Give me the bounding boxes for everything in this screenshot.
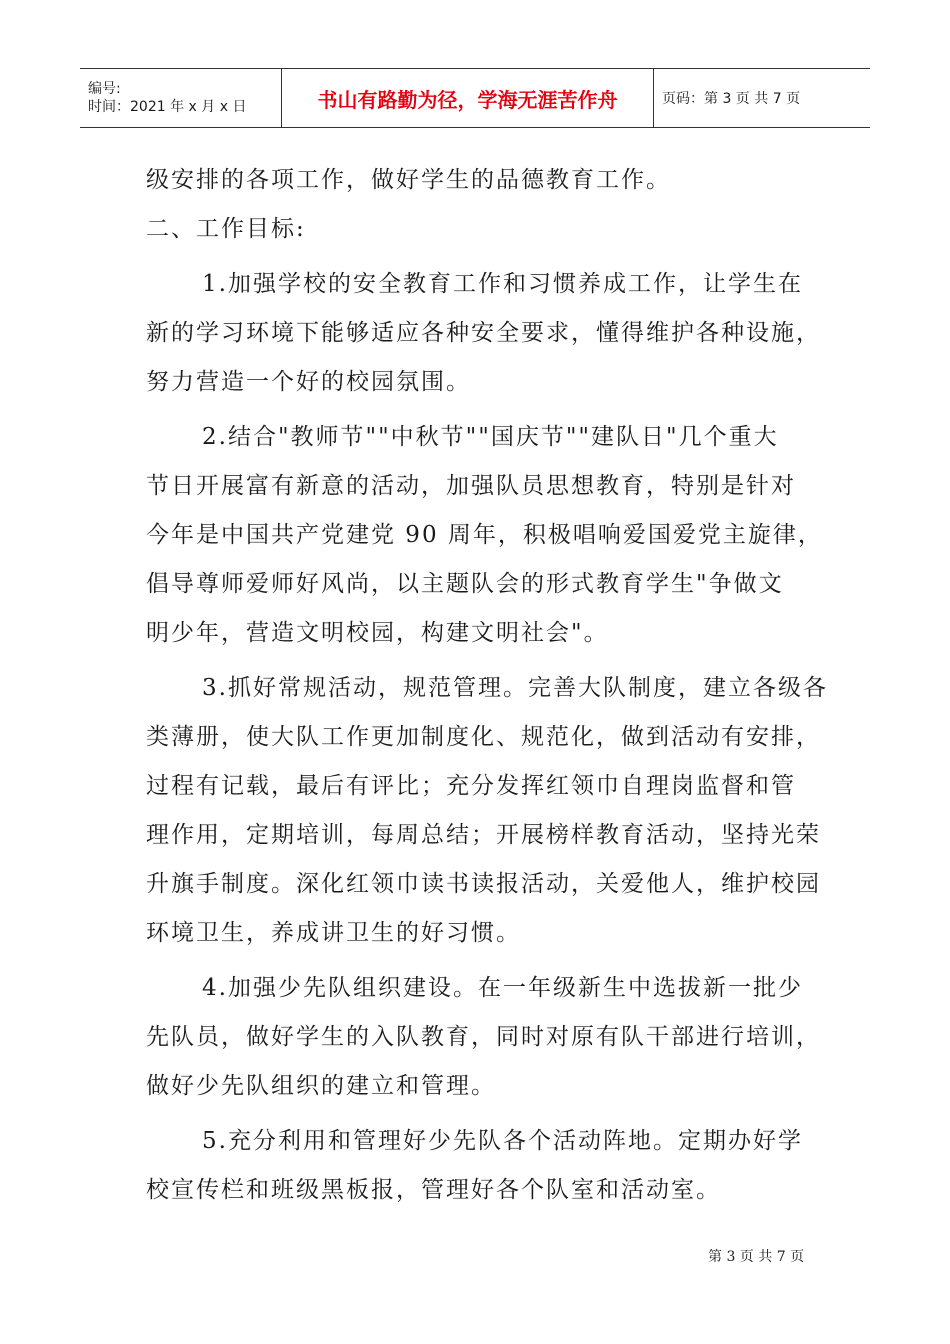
paragraph-2-line: 倡导尊师爱师好风尚，以主题队会的形式教育学生"争做文: [146, 571, 784, 597]
paragraph-3-line: 环境卫生，养成讲卫生的好习惯。: [146, 920, 521, 946]
body-line: 级安排的各项工作，做好学生的品德教育工作。: [146, 167, 671, 193]
paragraph-5-line: 5.充分利用和管理好少先队各个活动阵地。定期办好学: [202, 1128, 803, 1154]
paragraph-3-line: 理作用，定期培训，每周总结；开展榜样教育活动，坚持光荣: [146, 822, 821, 848]
header-motto: [282, 69, 654, 127]
time-label: 时间：2021 年 x 月 x 日: [88, 99, 247, 115]
paragraph-3-line: 3.抓好常规活动，规范管理。完善大队制度，建立各级各: [202, 675, 828, 701]
page-label: 页码：第 3 页 共 7 页: [662, 91, 801, 107]
paragraph-3-line: 过程有记载，最后有评比；充分发挥红领巾自理岗监督和管: [146, 773, 796, 799]
footer-page-number: 第 3 页 共 7 页: [708, 1249, 805, 1265]
paragraph-4-line: 做好少先队组织的建立和管理。: [146, 1073, 496, 1099]
section-heading: 二、工作目标:: [146, 216, 306, 242]
document-body: [146, 156, 828, 1215]
paragraph-1-line: 努力营造一个好的校园氛围。: [146, 369, 471, 395]
paragraph-3-line: 类薄册，使大队工作更加制度化、规范化，做到活动有安排，: [146, 724, 821, 750]
page-header: [80, 68, 870, 128]
paragraph-2-line: 明少年，营造文明校园，构建文明社会"。: [146, 620, 609, 646]
paragraph-3-line: 升旗手制度。深化红领巾读书读报活动，关爱他人，维护校园: [146, 871, 821, 897]
paragraph-5-line: 校宣传栏和班级黑板报，管理好各个队室和活动室。: [146, 1177, 721, 1203]
header-meta: [80, 69, 282, 127]
number-label: 编号:: [88, 81, 121, 97]
page-footer: [708, 1246, 804, 1266]
paragraph-2-line: 节日开展富有新意的活动，加强队员思想教育，特别是针对: [146, 473, 796, 499]
paragraph-4-line: 4.加强少先队组织建设。在一年级新生中选拔新一批少: [202, 975, 803, 1001]
paragraph-1-line: 新的学习环境下能够适应各种安全要求，懂得维护各种设施，: [146, 320, 821, 346]
header-page: [654, 69, 870, 127]
paragraph-1-line: 1.加强学校的安全教育工作和习惯养成工作，让学生在: [202, 271, 803, 297]
paragraph-4-line: 先队员，做好学生的入队教育，同时对原有队干部进行培训，: [146, 1024, 821, 1050]
paragraph-2-line: 今年是中国共产党建党 90 周年，积极唱响爱国爱党主旋律，: [146, 522, 823, 548]
paragraph-2-line: 2.结合"教师节""中秋节""国庆节""建队日"几个重大: [202, 424, 779, 450]
motto-text: 书山有路勤为径，学海无涯苦作舟: [317, 87, 618, 112]
